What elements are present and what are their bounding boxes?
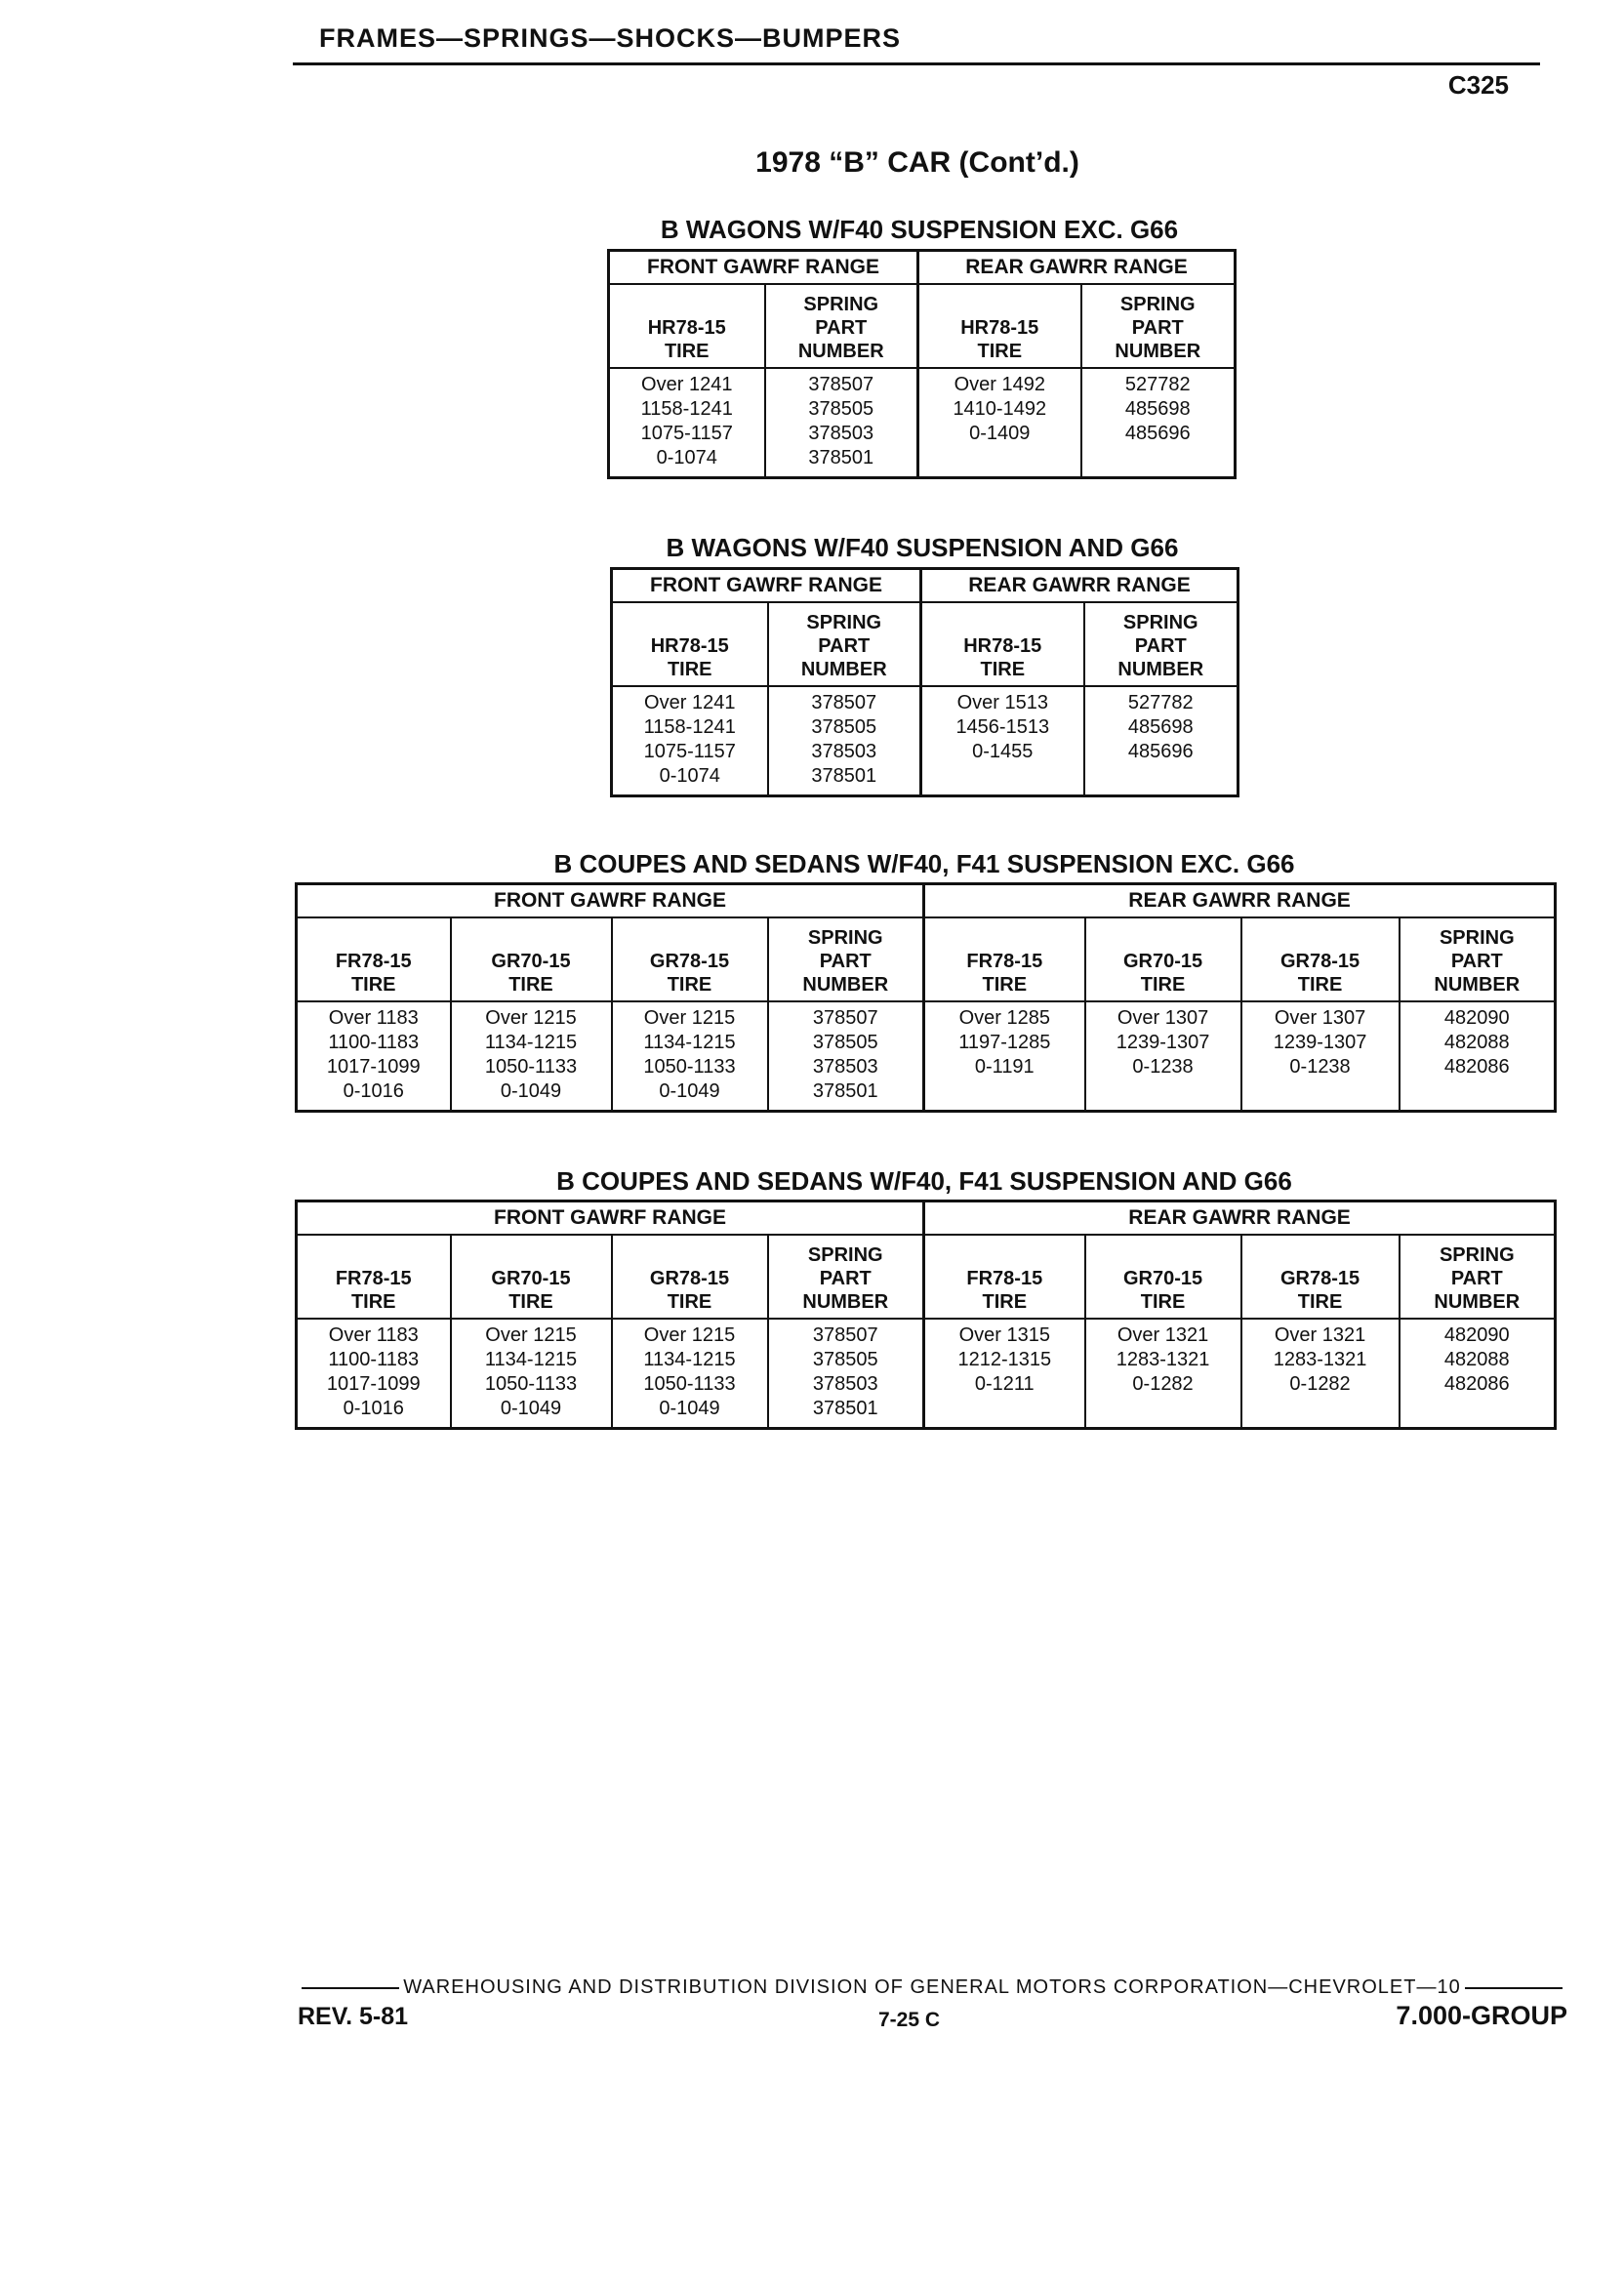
data-cell [768, 1319, 924, 1429]
cell-line: 378501 [812, 1080, 878, 1102]
data-cell [609, 368, 765, 478]
cell-line: SPRING [806, 612, 882, 633]
column-header [921, 602, 1084, 686]
cell-line: 1134-1215 [484, 1349, 578, 1370]
cell-line: 1134-1215 [643, 1032, 736, 1053]
data-cell [924, 1001, 1085, 1112]
cell-line: 378501 [811, 765, 877, 787]
data-cell [1084, 686, 1238, 796]
spring-table-coupes-sedans-exc-g66 [295, 882, 1557, 1113]
cell-line: Over 1307 [1116, 1007, 1209, 1029]
data-cell [297, 1001, 451, 1112]
cell-line: TIRE [982, 974, 1028, 996]
cell-line: NUMBER [800, 659, 887, 680]
cell-line: 378507 [808, 374, 874, 395]
data-cell [1085, 1001, 1241, 1112]
data-cell [921, 686, 1084, 796]
column-header [1085, 1235, 1241, 1319]
data-cell [918, 368, 1081, 478]
column-header [297, 1235, 451, 1319]
cell-line: 482088 [1443, 1032, 1510, 1053]
cell-line: 378501 [812, 1398, 878, 1419]
rear-gawrr-range-header: REAR GAWRR RANGE [924, 1201, 1556, 1236]
column-header [612, 602, 768, 686]
cell-line: 1050-1133 [643, 1373, 736, 1395]
cell-line: 1410-1492 [953, 398, 1047, 420]
column-header [612, 1235, 768, 1319]
cell-line: TIRE [350, 1291, 396, 1313]
data-cell [765, 368, 918, 478]
column-header [1084, 602, 1238, 686]
cell-line: PART [1134, 635, 1187, 657]
data-cell [612, 1319, 768, 1429]
page-code: 7-25 C [878, 2009, 941, 2031]
column-header [1241, 1235, 1400, 1319]
front-gawrf-range-header: FRONT GAWRF RANGE [612, 569, 921, 603]
column-header [918, 284, 1081, 368]
cell-line: 1017-1099 [326, 1373, 421, 1395]
cell-line: NUMBER [1115, 341, 1201, 362]
cell-line: SPRING [1439, 1244, 1515, 1266]
cell-line: TIRE [1297, 1291, 1343, 1313]
cell-line: TIRE [1297, 974, 1343, 996]
column-header [924, 917, 1085, 1001]
cell-line: Over 1215 [485, 1324, 577, 1346]
column-header [451, 917, 612, 1001]
cell-line: Over 1492 [954, 374, 1045, 395]
cell-line: PART [1131, 317, 1184, 339]
table-caption: B COUPES AND SEDANS W/F40, F41 SUSPENSION EXC. G66 [553, 849, 1295, 878]
cell-line: NUMBER [1434, 974, 1521, 996]
cell-line: 0-1049 [500, 1080, 562, 1102]
cell-line: HR78-15 [650, 635, 729, 657]
cell-line: 1134-1215 [643, 1349, 736, 1370]
footer-division [298, 1976, 1566, 1999]
cell-line: TIRE [1140, 974, 1186, 996]
cell-line: NUMBER [802, 974, 889, 996]
rear-gawrr-range-header: REAR GAWRR RANGE [924, 884, 1556, 918]
column-header [1081, 284, 1236, 368]
spring-table-coupes-sedans-and-g66 [295, 1200, 1557, 1430]
cell-line: NUMBER [1117, 659, 1204, 680]
cell-line: 378501 [808, 447, 874, 468]
cell-line: 1158-1241 [640, 398, 733, 420]
data-cell [1400, 1001, 1556, 1112]
cell-line: 1134-1215 [484, 1032, 578, 1053]
cell-line: 1075-1157 [643, 741, 736, 762]
column-header [765, 284, 918, 368]
cell-line: 0-1282 [1132, 1373, 1194, 1395]
cell-line: FR78-15 [966, 1268, 1043, 1289]
data-cell [768, 686, 921, 796]
cell-line: SPRING [1439, 927, 1515, 949]
data-cell [924, 1319, 1085, 1429]
cell-line: GR70-15 [1122, 1268, 1203, 1289]
cell-line: 485696 [1124, 423, 1191, 444]
cell-line: 0-1074 [659, 765, 720, 787]
group-number: 7.000-GROUP [1396, 2001, 1567, 2030]
cell-line: TIRE [980, 659, 1026, 680]
cell-line: 482090 [1443, 1324, 1510, 1346]
cell-line: Over 1513 [956, 692, 1048, 713]
cell-line: PART [819, 1268, 872, 1289]
cell-line: 1100-1183 [328, 1349, 420, 1370]
cell-line: NUMBER [1434, 1291, 1521, 1313]
cell-line: GR70-15 [491, 951, 571, 972]
cell-line: 1100-1183 [328, 1032, 420, 1053]
cell-line: HR78-15 [963, 635, 1042, 657]
data-cell [1085, 1319, 1241, 1429]
data-cell [768, 1001, 924, 1112]
cell-line: 378507 [812, 1007, 878, 1029]
cell-line: Over 1241 [641, 374, 733, 395]
cell-line: Over 1285 [958, 1007, 1050, 1029]
cell-line: TIRE [977, 341, 1023, 362]
cell-line: 0-1238 [1289, 1056, 1351, 1078]
cell-line: 378507 [812, 1324, 878, 1346]
column-header [1085, 917, 1241, 1001]
cell-line: 1283-1321 [1116, 1349, 1210, 1370]
page-subtitle: 1978 “B” CAR (Cont’d.) [755, 146, 1079, 179]
cell-line: 527782 [1124, 374, 1191, 395]
cell-line: Over 1215 [485, 1007, 577, 1029]
cell-line: 1050-1133 [484, 1373, 578, 1395]
cell-line: 482086 [1443, 1056, 1510, 1078]
cell-line: NUMBER [802, 1291, 889, 1313]
column-header [609, 284, 765, 368]
cell-line: PART [1450, 1268, 1503, 1289]
cell-line: FR78-15 [966, 951, 1043, 972]
data-cell [1241, 1319, 1400, 1429]
column-header [451, 1235, 612, 1319]
cell-line: Over 1321 [1116, 1324, 1209, 1346]
column-header [1400, 917, 1556, 1001]
rear-gawrr-range-header: REAR GAWRR RANGE [918, 251, 1236, 285]
cell-line: NUMBER [797, 341, 884, 362]
cell-line: 485696 [1127, 741, 1194, 762]
cell-line: 1075-1157 [640, 423, 733, 444]
cell-line: SPRING [803, 294, 879, 315]
cell-line: 482090 [1443, 1007, 1510, 1029]
cell-line: 0-1074 [656, 447, 717, 468]
cell-line: 0-1282 [1289, 1373, 1351, 1395]
cell-line: 1283-1321 [1273, 1349, 1367, 1370]
cell-line: TIRE [350, 974, 396, 996]
cell-line: TIRE [664, 341, 710, 362]
column-header [1400, 1235, 1556, 1319]
cell-line: HR78-15 [647, 317, 726, 339]
cell-line: 482086 [1443, 1373, 1510, 1395]
cell-line: 378507 [811, 692, 877, 713]
cell-line: 1239-1307 [1273, 1032, 1367, 1053]
cell-line: SPRING [807, 1244, 883, 1266]
data-cell [451, 1319, 612, 1429]
cell-line: 0-1409 [969, 423, 1031, 444]
cell-line: 1197-1285 [958, 1032, 1051, 1053]
cell-line: 378503 [812, 1056, 878, 1078]
cell-line: 485698 [1127, 716, 1194, 738]
page-number: C325 [1447, 70, 1509, 100]
revision: REV. 5-81 [298, 2003, 409, 2030]
cell-line: 378505 [811, 716, 877, 738]
cell-line: GR78-15 [649, 951, 730, 972]
cell-line: FR78-15 [335, 951, 412, 972]
cell-line: 1158-1241 [643, 716, 736, 738]
cell-line: PART [815, 317, 868, 339]
cell-line: 378505 [812, 1032, 878, 1053]
column-header [768, 1235, 924, 1319]
cell-line: 1212-1315 [957, 1349, 1052, 1370]
cell-line: TIRE [667, 974, 712, 996]
cell-line: 0-1049 [659, 1080, 720, 1102]
cell-line: 1017-1099 [326, 1056, 421, 1078]
cell-line: Over 1321 [1274, 1324, 1366, 1346]
cell-line: Over 1183 [328, 1007, 419, 1029]
cell-line: SPRING [807, 927, 883, 949]
cell-line: Over 1307 [1274, 1007, 1366, 1029]
column-header [924, 1235, 1085, 1319]
cell-line: PART [818, 635, 871, 657]
front-gawrf-range-header: FRONT GAWRF RANGE [297, 1201, 924, 1236]
cell-line: TIRE [667, 1291, 712, 1313]
cell-line: 0-1238 [1132, 1056, 1194, 1078]
cell-line: SPRING [1122, 612, 1198, 633]
cell-line: 0-1455 [972, 741, 1034, 762]
cell-line: Over 1183 [328, 1324, 419, 1346]
table-caption: B WAGONS W/F40 SUSPENSION EXC. G66 [660, 215, 1179, 244]
cell-line: GR78-15 [1279, 1268, 1360, 1289]
cell-line: 0-1016 [343, 1080, 404, 1102]
cell-line: 378503 [808, 423, 874, 444]
cell-line: 1456-1513 [955, 716, 1050, 738]
cell-line: TIRE [508, 1291, 553, 1313]
cell-line: HR78-15 [960, 317, 1039, 339]
cell-line: 0-1049 [500, 1398, 562, 1419]
cell-line: 378503 [812, 1373, 878, 1395]
cell-line: GR70-15 [1122, 951, 1203, 972]
cell-line: 378503 [811, 741, 877, 762]
cell-line: 485698 [1124, 398, 1191, 420]
header-rule [293, 62, 1540, 65]
front-gawrf-range-header: FRONT GAWRF RANGE [609, 251, 918, 285]
cell-line: 527782 [1127, 692, 1194, 713]
cell-line: 378505 [812, 1349, 878, 1370]
column-header [612, 917, 768, 1001]
cell-line: Over 1215 [643, 1007, 736, 1029]
table-caption: B WAGONS W/F40 SUSPENSION AND G66 [666, 533, 1179, 562]
data-cell [612, 1001, 768, 1112]
cell-line: 0-1016 [343, 1398, 404, 1419]
cell-line: PART [819, 951, 872, 972]
table-caption: B COUPES AND SEDANS W/F40, F41 SUSPENSION AND G66 [556, 1166, 1292, 1196]
cell-line: FR78-15 [335, 1268, 412, 1289]
data-cell [297, 1319, 451, 1429]
cell-line: 0-1211 [974, 1373, 1035, 1395]
column-header [768, 602, 921, 686]
cell-line: TIRE [667, 659, 712, 680]
cell-line: GR78-15 [649, 1268, 730, 1289]
cell-line: SPRING [1119, 294, 1196, 315]
cell-line: Over 1315 [958, 1324, 1050, 1346]
data-cell [1241, 1001, 1400, 1112]
cell-line: TIRE [1140, 1291, 1186, 1313]
data-cell [1081, 368, 1236, 478]
data-cell [1400, 1319, 1556, 1429]
cell-line: 1239-1307 [1116, 1032, 1210, 1053]
column-header [1241, 917, 1400, 1001]
spring-table-wagons-and-g66 [610, 567, 1239, 797]
spring-table-wagons-exc-g66 [607, 249, 1237, 479]
cell-line: TIRE [508, 974, 553, 996]
cell-line: 378505 [808, 398, 874, 420]
cell-line: 1050-1133 [643, 1056, 736, 1078]
division-text: WAREHOUSING AND DISTRIBUTION DIVISION OF GENERAL MOTORS CORPORATION—CHEVROLET—10 [403, 1976, 1461, 1998]
cell-line: TIRE [982, 1291, 1028, 1313]
cell-line: 1050-1133 [484, 1056, 578, 1078]
cell-line: 482088 [1443, 1349, 1510, 1370]
cell-line: Over 1241 [644, 692, 736, 713]
front-gawrf-range-header: FRONT GAWRF RANGE [297, 884, 924, 918]
cell-line: 0-1191 [974, 1056, 1035, 1078]
data-cell [451, 1001, 612, 1112]
column-header [768, 917, 924, 1001]
section-title: FRAMES—SPRINGS—SHOCKS—BUMPERS [318, 23, 902, 53]
cell-line: 0-1049 [659, 1398, 720, 1419]
column-header [297, 917, 451, 1001]
cell-line: Over 1215 [643, 1324, 736, 1346]
cell-line: PART [1450, 951, 1503, 972]
rear-gawrr-range-header: REAR GAWRR RANGE [921, 569, 1238, 603]
cell-line: GR78-15 [1279, 951, 1360, 972]
data-cell [612, 686, 768, 796]
cell-line: GR70-15 [491, 1268, 571, 1289]
